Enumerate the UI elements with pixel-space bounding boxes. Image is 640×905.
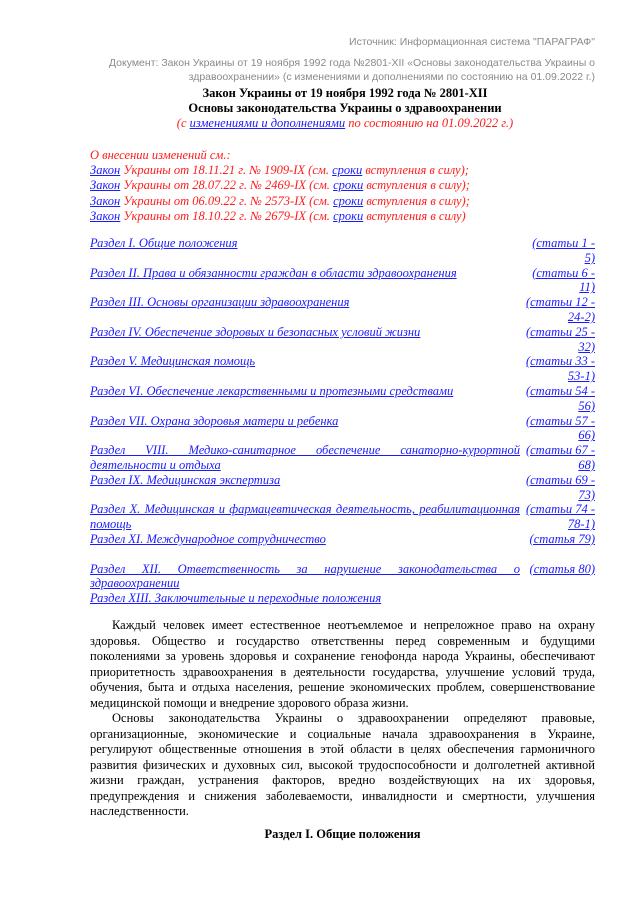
change-text: Украины от 18.10.22 г. № 2679-IX (см. xyxy=(120,208,334,223)
toc-articles-link[interactable]: (статьи 25 - 32) xyxy=(525,324,595,354)
amendments-link[interactable]: изменениями и дополнениями xyxy=(189,116,346,130)
toc-section-link[interactable]: Раздел X. Медицинская и фармацевтическая деятельность, реабилитационная помощь xyxy=(90,502,520,532)
toc-row xyxy=(90,354,595,384)
change-text: Украины от 18.11.21 г. № 1909-IX (см. xyxy=(120,163,333,178)
toc-row xyxy=(90,532,595,562)
toc-articles-link[interactable]: (статьи 69 - 73) xyxy=(525,472,595,502)
change-item xyxy=(90,163,470,178)
toc-section-link[interactable]: Раздел VI. Обеспечение лекарственными и протезными средствами xyxy=(90,383,454,398)
toc-articles-link[interactable]: (статьи 57 - 66) xyxy=(525,413,595,443)
terms-link[interactable]: сроки xyxy=(333,193,364,208)
changes-list xyxy=(90,148,470,224)
preamble-paragraph: Основы законодательства Украины о здравоохранении определяют правовые, организационные, экономические и социальные начала здравоохранения в Украине, регулируют общественные отношения в этой области в целях обеспечения гармоничного развития физических и духовных сил, высокой трудоспособности и долголетней активной жизни граждан, устранения факторов, вредно воздействующих на их здоровья, предупреждения и снижения заболеваемости, инвалидности и смертности, улучшения наследственности. xyxy=(90,711,595,818)
toc-articles-link[interactable]: (статьи 54 - 56) xyxy=(525,383,595,413)
toc-articles-link[interactable]: (статья 80) xyxy=(529,561,595,576)
terms-link[interactable]: сроки xyxy=(333,208,364,223)
terms-link[interactable]: сроки xyxy=(333,178,364,193)
toc-section-link[interactable]: Раздел V. Медицинская помощь xyxy=(90,354,256,369)
toc-row xyxy=(90,384,595,414)
section-heading: Раздел I. Общие положения xyxy=(264,827,421,841)
toc-row xyxy=(90,266,595,296)
toc-articles-link[interactable]: (статьи 67 - 68) xyxy=(525,443,595,472)
source-line: Источник: Информационная система "ПАРАГРАФ" xyxy=(349,36,595,48)
toc-row xyxy=(90,502,595,532)
change-text: Украины от 06.09.22 г. № 2573-IX (см. xyxy=(120,193,334,208)
toc-section-link[interactable]: Раздел VII. Охрана здоровья матери и ребенка xyxy=(90,413,339,428)
toc-articles-link[interactable]: (статьи 6 - 11) xyxy=(532,265,595,295)
change-tail: вступления в силу) xyxy=(363,208,466,223)
table-of-contents xyxy=(90,236,595,621)
status-rest: по состоянию на 01.09.2022 г.) xyxy=(345,116,514,130)
toc-row xyxy=(90,325,595,355)
change-item xyxy=(90,194,470,209)
document-line: Документ: Закон Украины от 19 ноября 1992 года №2801-XII «Основы законодательства Украины о здравоохранении» (с изменениями и дополнениями по состоянию на 01.09.2022 г.) xyxy=(108,57,595,83)
toc-articles-link[interactable]: (статьи 74 - 78-1) xyxy=(525,502,595,532)
law-status xyxy=(90,116,600,131)
toc-section-link[interactable]: Раздел XIII. Заключительные и переходные положения xyxy=(90,591,382,606)
toc-section-link[interactable]: Раздел IV. Обеспечение здоровых и безопасных условий жизни xyxy=(90,324,421,339)
toc-row xyxy=(90,591,595,621)
change-tail: вступления в силу); xyxy=(362,163,469,178)
toc-row xyxy=(90,236,595,266)
law-link[interactable]: Закон xyxy=(90,163,121,178)
preamble xyxy=(90,618,595,820)
toc-section-link[interactable]: Раздел XI. Международное сотрудничество xyxy=(90,531,326,546)
changes-intro: О внесении изменений см.: xyxy=(90,148,231,162)
toc-section-link[interactable]: Раздел IX. Медицинская экспертиза xyxy=(90,472,281,487)
change-item xyxy=(90,209,470,224)
change-tail: вступления в силу); xyxy=(363,193,470,208)
toc-row xyxy=(90,295,595,325)
change-item xyxy=(90,178,470,193)
preamble-paragraph: Каждый человек имеет естественное неотъемлемое и непреложное право на охрану здоровья. Общество и государство ответственны перед современным и будущими поколениями за уровень здоровья и сохранение генофонда народа Украины, обеспечивают приоритетность здравоохранения в деятельности государства, улучшение условий труда, обучения, быта и отдыха населения, решение экономических проблем, совершенствование медицинской помощи и внедрение здорового образа жизни. xyxy=(90,618,595,710)
change-text: Украины от 28.07.22 г. № 2469-IX (см. xyxy=(120,178,334,193)
toc-articles-link[interactable]: (статья 79) xyxy=(529,531,595,546)
law-subtitle: Основы законодательства Украины о здравоохранении xyxy=(188,101,502,115)
terms-link[interactable]: сроки xyxy=(332,163,363,178)
law-title: Закон Украины от 19 ноября 1992 года № 2801-XII xyxy=(202,86,488,100)
status-open: (с xyxy=(176,116,190,130)
toc-section-link[interactable]: Раздел II. Права и обязанности граждан в области здравоохранения xyxy=(90,265,457,280)
law-link[interactable]: Закон xyxy=(90,208,121,223)
toc-row xyxy=(90,443,595,473)
toc-section-link[interactable]: Раздел VIII. Медико-санитарное обеспечение санаторно-курортной деятельности и отдыха xyxy=(90,443,520,472)
toc-row xyxy=(90,414,595,444)
law-link[interactable]: Закон xyxy=(90,193,121,208)
toc-section-link[interactable]: Раздел III. Основы организации здравоохранения xyxy=(90,295,350,310)
change-tail: вступления в силу); xyxy=(363,178,470,193)
law-link[interactable]: Закон xyxy=(90,178,121,193)
toc-articles-link[interactable]: (статьи 33 - 53-1) xyxy=(525,354,595,384)
toc-section-link[interactable]: Раздел I. Общие положения xyxy=(90,236,238,250)
toc-row xyxy=(90,562,595,592)
toc-articles-link[interactable]: (статьи 12 - 24-2) xyxy=(525,295,595,324)
toc-section-link[interactable]: Раздел XII. Ответственность за нарушение законодательства о здравоохранении xyxy=(90,561,520,591)
toc-articles-link[interactable]: (статьи 1 - 5) xyxy=(532,236,595,265)
toc-row xyxy=(90,473,595,503)
